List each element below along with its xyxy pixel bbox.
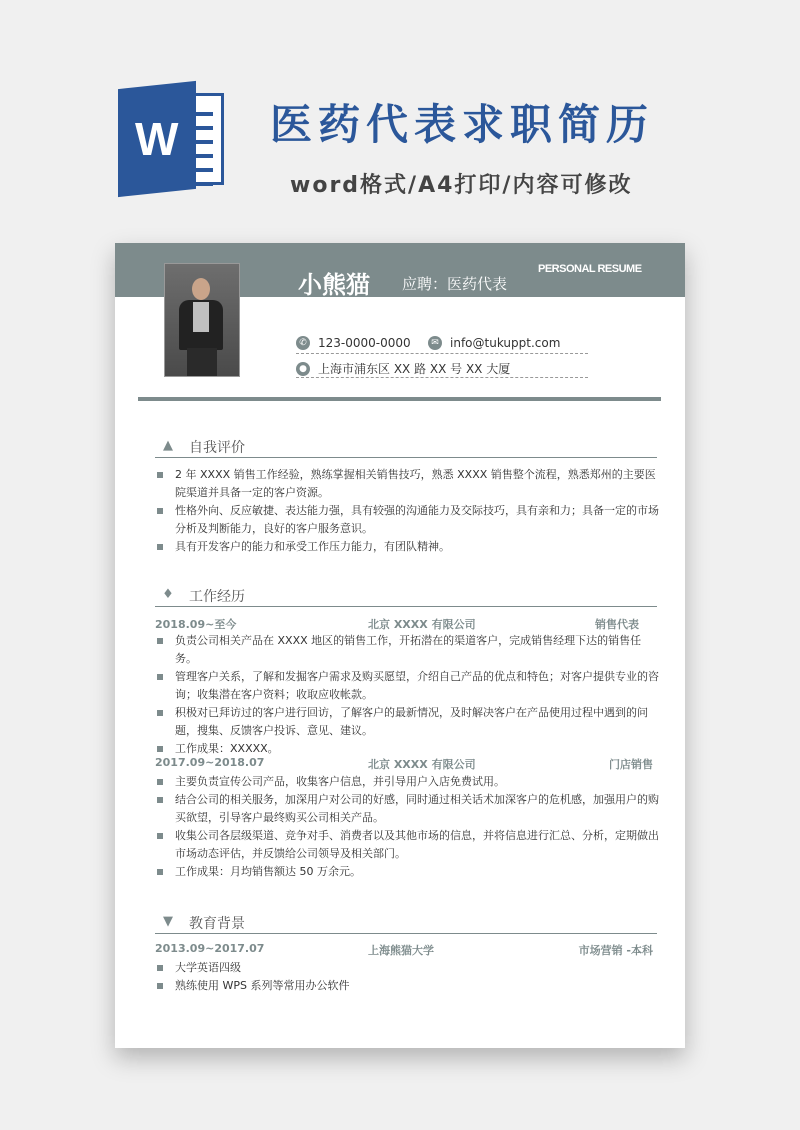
list-item: 工作成果：月均销售额达 50 万余元。 [155, 863, 660, 881]
list-item: 负责公司相关产品在 XXXX 地区的销售工作，开拓潜在的渠道客户，完成销售经理下达的销售任务。 [155, 632, 660, 668]
applied-position: 应聘：医药代表 [402, 275, 508, 293]
person-icon: ▲ [163, 438, 173, 453]
section-title: 自我评价 [189, 440, 245, 456]
address-contact [296, 360, 510, 377]
logo-letter: W [135, 113, 179, 166]
profile-photo [164, 263, 240, 377]
list-item: 积极对已拜访过的客户进行回访，了解客户的最新情况，及时解决客户在产品使用过程中遇到的问题，搜集、反馈客户投诉、意见、建议。 [155, 704, 660, 740]
list-item: 收集公司各层级渠道、竞争对手、消费者以及其他市场的信息，并将信息进行汇总、分析，定期做出市场动态评估，并反馈给公司领导及相关部门。 [155, 827, 660, 863]
phone-contact [296, 336, 411, 350]
job-row [155, 616, 653, 632]
list-item: 大学英语四级 [155, 959, 660, 977]
job-company: 北京 XXXX 有限公司 [368, 618, 476, 631]
self-eval-list [155, 466, 660, 556]
resume-page [115, 243, 685, 1048]
personal-resume-tag: PERSONAL RESUME [538, 263, 642, 275]
word-badge [118, 81, 196, 197]
word-logo-icon [118, 85, 228, 195]
section-work [155, 586, 657, 607]
list-item: 工作成果：XXXXX。 [155, 740, 660, 758]
phone-text: 123-0000-0000 [318, 336, 411, 350]
section-title: 教育背景 [189, 916, 245, 932]
email-contact [428, 336, 560, 350]
job-duties-list [155, 773, 660, 881]
page-title: 医药代表求职简历 [270, 100, 655, 149]
edu-school: 上海熊猫大学 [368, 944, 434, 957]
list-item: 管理客户关系，了解和发掘客户需求及购买愿望，介绍自己产品的优点和特色；对客户提供专业的咨询；收集潜在客户资料；收取应收帐款。 [155, 668, 660, 704]
list-item: 结合公司的相关服务，加深用户对公司的好感，同时通过相关话术加深客户的危机感，加强用户的购买欲望，引导客户最终购买公司相关产品。 [155, 791, 660, 827]
job-company: 北京 XXXX 有限公司 [368, 758, 476, 771]
email-icon: ✉ [428, 336, 442, 350]
job-duties-list [155, 632, 660, 758]
job-row [155, 756, 653, 772]
job-role: 门店销售 [609, 758, 653, 771]
job-period: 2018.09~至今 [155, 618, 237, 631]
edu-major: 市场营销 -本科 [578, 944, 653, 957]
list-item: 熟练使用 WPS 系列等常用办公软件 [155, 977, 660, 995]
phone-icon: ✆ [296, 336, 310, 350]
edu-period: 2013.09~2017.07 [155, 942, 265, 955]
header-rule [138, 397, 661, 401]
address-text: 上海市浦东区 XX 路 XX 号 XX 大厦 [318, 362, 511, 376]
list-item: 2 年 XXXX 销售工作经验，熟练掌握相关销售技巧，熟悉 XXXX 销售整个流程，熟悉郑州的主要医院渠道并具备一定的客户资源。 [155, 466, 660, 502]
job-role: 销售代表 [595, 618, 639, 631]
address-divider [296, 377, 588, 378]
candidate-name: 小熊猫 [298, 271, 370, 299]
job-period: 2017.09~2018.07 [155, 756, 265, 769]
section-self-eval [155, 437, 657, 458]
email-text: info@tukuppt.com [450, 336, 561, 350]
page-subtitle: word格式/A4打印/内容可修改 [290, 173, 633, 198]
section-education [155, 913, 657, 934]
list-item: 性格外向、反应敏捷、表达能力强，具有较强的沟通能力及交际技巧，具有亲和力；具备一定的市场分析及判断能力，良好的客户服务意识。 [155, 502, 660, 538]
graduation-cap-icon: ▼ [163, 914, 173, 929]
education-row [155, 942, 653, 958]
tie-icon: ♦ [162, 587, 174, 602]
education-list [155, 959, 660, 995]
list-item: 主要负责宣传公司产品，收集客户信息，并引导用户入店免费试用。 [155, 773, 660, 791]
contact-divider [296, 353, 588, 354]
list-item: 具有开发客户的能力和承受工作压力能力，有团队精神。 [155, 538, 660, 556]
section-title: 工作经历 [189, 589, 245, 605]
location-pin-icon: ● [296, 362, 310, 376]
